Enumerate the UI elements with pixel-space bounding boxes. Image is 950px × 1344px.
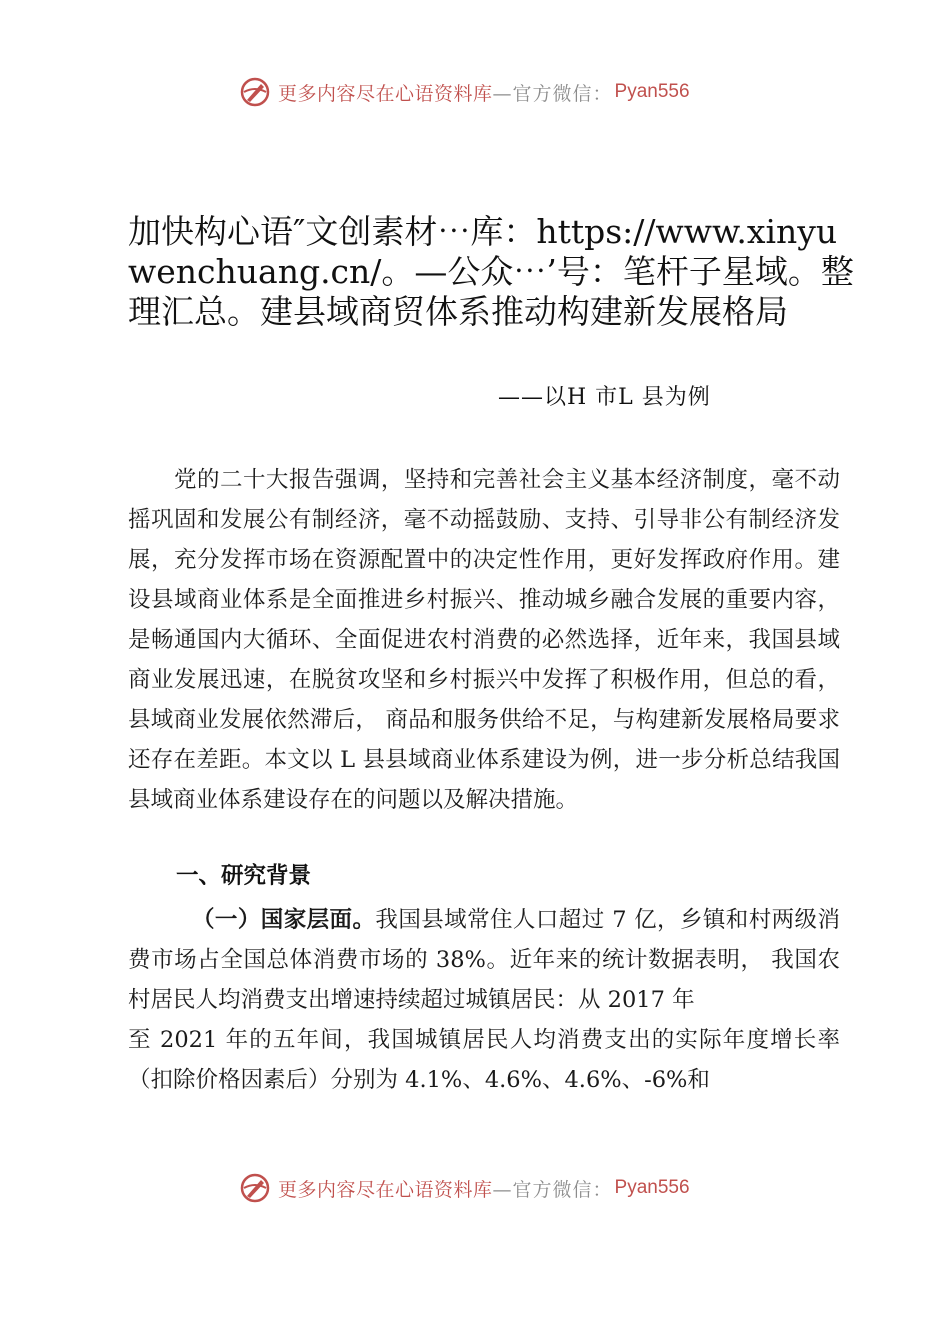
banner-wechat-id: Pyan556 — [614, 81, 690, 102]
banner-content — [238, 1168, 690, 1208]
banner-text-red: 更多内容尽在心语资料库 — [278, 1178, 493, 1201]
header-banner — [0, 72, 950, 112]
paragraph-intro: 党的二十大报告强调，坚持和完善社会主义基本经济制度，毫不动摇巩固和发展公有制经济，毫不动摇鼓励、支持、引导非公有制经济发展，充分发挥市场在资源配置中的决定性作用，更好发挥政府作用。建设县域商业体系是全面推进乡村振兴、推动城乡融合发展的重要内容，是畅通国内大循环、全面促进农村消费的必然选择，近年来，我国县域商业发展迅速，在脱贫攻坚和乡村振兴中发挥了积极作用，但总的看，县域商业发展依然滞后， 商品和服务供给不足，与构建新发展格局要求还存在差距。本文以 L 县县域商业体系建设为例，进一步分析总结我国县域商业体系建设存在的问题以及解决措施。 — [128, 467, 840, 813]
paragraph-national-level — [128, 900, 840, 1100]
banner-text-gray: —官方微信： — [492, 1178, 613, 1201]
banner-content — [238, 72, 690, 112]
pen-logo-icon — [238, 75, 272, 109]
paragraph-lead: （一）国家层面。 — [192, 907, 376, 933]
pen-logo-icon — [238, 1171, 272, 1205]
paragraph-body: 我国县域常住人口超过 7 亿，乡镇和村两级消费市场占全国总体消费市场的 38%。近年来的统计数据表明， 我国农村居民人均消费支出增速持续超过城镇居民：从 2017 年 — [128, 907, 840, 1013]
banner-text-gray: —官方微信： — [492, 82, 613, 105]
footer-banner — [0, 1168, 950, 1208]
banner-text-red: 更多内容尽在心语资料库 — [278, 82, 493, 105]
banner-wechat-id: Pyan556 — [614, 1177, 690, 1198]
document-title: 加快构心语″文创素材⋯库：https://www.xinyuwenchuang.cn/。—公众⋯’号：笔杆子星域。整理汇总。建县域商贸体系推动构建新发展格局 — [128, 212, 854, 331]
document-subtitle: ——以H 市L 县为例 — [498, 385, 711, 410]
paragraph-tail: 至 2021 年的五年间，我国城镇居民人均消费支出的实际年度增长率（扣除价格因素后）分别为 4.1%、4.6%、4.6%、-6%和 — [128, 1027, 840, 1093]
section-heading-background: 一、研究背景 — [176, 863, 312, 889]
